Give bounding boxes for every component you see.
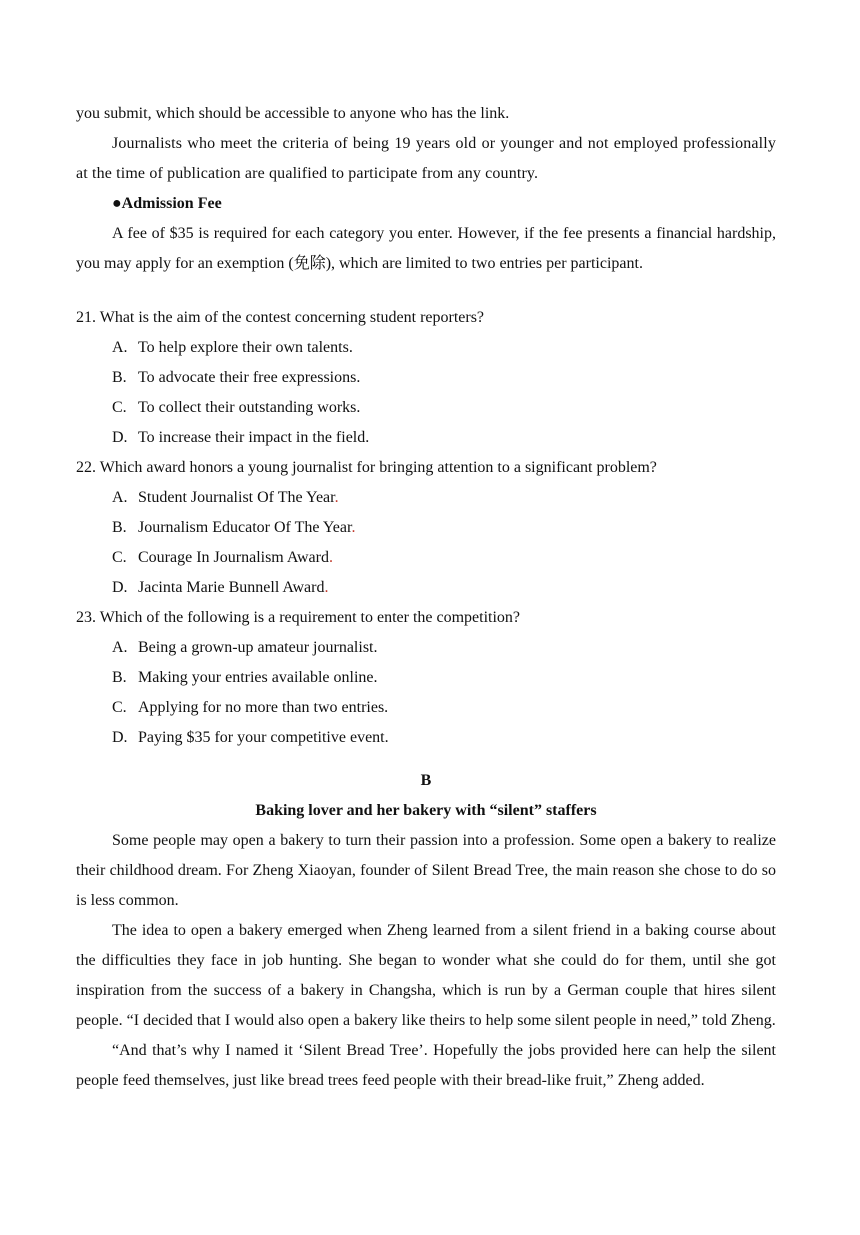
question-stem: 22. Which award honors a young journalist for bringing attention to a significant problem? bbox=[76, 459, 657, 476]
answer-option bbox=[112, 423, 776, 453]
option-text: Applying for no more than two entries. bbox=[138, 699, 389, 716]
question-block bbox=[76, 603, 776, 753]
answer-option bbox=[112, 333, 776, 363]
answer-option bbox=[112, 513, 776, 543]
option-period: . bbox=[328, 549, 333, 566]
option-letter: B. bbox=[112, 669, 127, 686]
answer-option bbox=[112, 543, 776, 573]
option-letter: C. bbox=[112, 549, 127, 566]
question-block bbox=[76, 453, 776, 603]
option-period: . bbox=[334, 489, 339, 506]
answer-option bbox=[112, 363, 776, 393]
option-letter: D. bbox=[112, 429, 128, 446]
option-text: Student Journalist Of The Year bbox=[138, 489, 335, 506]
section-letter: B bbox=[420, 772, 432, 789]
option-list bbox=[76, 333, 776, 453]
option-text: Making your entries available online. bbox=[138, 669, 378, 686]
option-list bbox=[76, 633, 776, 753]
passage-a-eligibility: Journalists who meet the criteria of being 19 years old or younger and not employed professionally at the time of publication are qualified to participate from any country. bbox=[76, 135, 776, 182]
option-letter: A. bbox=[112, 339, 128, 356]
option-text: Journalism Educator Of The Year bbox=[138, 519, 352, 536]
option-text: Paying $35 for your competitive event. bbox=[138, 729, 389, 746]
option-text: Being a grown-up amateur journalist. bbox=[138, 639, 378, 656]
answer-option bbox=[112, 483, 776, 513]
passage-b-paragraph: The idea to open a bakery emerged when Zheng learned from a silent friend in a baking course about the difficulties they face in job hunting. She began to wonder what she could do for them, until she got inspiration from the success of a bakery in Changsha, which is run by a German couple that hires silent people. “I decided that I would also open a bakery like theirs to help some silent people in need,” told Zheng. bbox=[76, 922, 776, 1029]
option-text: To help explore their own talents. bbox=[138, 339, 353, 356]
answer-option bbox=[112, 393, 776, 423]
answer-option bbox=[112, 693, 776, 723]
question-block bbox=[76, 303, 776, 453]
option-letter: B. bbox=[112, 519, 127, 536]
question-stem: 23. Which of the following is a requirement to enter the competition? bbox=[76, 609, 521, 626]
option-text: To collect their outstanding works. bbox=[138, 399, 361, 416]
option-letter: C. bbox=[112, 399, 127, 416]
passage-b-paragraph: Some people may open a bakery to turn their passion into a profession. Some open a bakery to realize their childhood dream. For Zheng Xiaoyan, founder of Silent Bread Tree, the main reason she chose to do so is less common. bbox=[76, 832, 776, 909]
option-text: To increase their impact in the field. bbox=[138, 429, 370, 446]
option-letter: A. bbox=[112, 639, 128, 656]
passage-b-paragraph: “And that’s why I named it ‘Silent Bread Tree’. Hopefully the jobs provided here can help the silent people feed themselves, just like bread trees feed people with their bread-like fruit,” Zheng added. bbox=[76, 1042, 776, 1089]
option-text: To advocate their free expressions. bbox=[138, 369, 361, 386]
option-letter: C. bbox=[112, 699, 127, 716]
passage-title: Baking lover and her bakery with “silent” staffers bbox=[255, 802, 597, 819]
option-period: . bbox=[351, 519, 356, 536]
option-letter: D. bbox=[112, 579, 128, 596]
option-period: . bbox=[324, 579, 329, 596]
document-page bbox=[76, 99, 776, 1096]
option-text: Courage In Journalism Award bbox=[138, 549, 329, 566]
question-stem: 21. What is the aim of the contest concerning student reporters? bbox=[76, 309, 485, 326]
option-letter: A. bbox=[112, 489, 128, 506]
spacer bbox=[76, 279, 776, 303]
option-letter: B. bbox=[112, 369, 127, 386]
answer-option bbox=[112, 573, 776, 603]
passage-a-fee-text: A fee of $35 is required for each category you enter. However, if the fee presents a financial hardship, you may apply for an exemption (免除), which are limited to two entries per participant. bbox=[76, 225, 776, 272]
option-letter: D. bbox=[112, 729, 128, 746]
passage-a-continuation: you submit, which should be accessible to anyone who has the link. bbox=[76, 105, 510, 122]
passage-b-body bbox=[76, 826, 776, 1096]
option-list bbox=[76, 483, 776, 603]
question-list bbox=[76, 303, 776, 753]
answer-option bbox=[112, 663, 776, 693]
option-text: Jacinta Marie Bunnell Award bbox=[138, 579, 325, 596]
admission-fee-heading: ●Admission Fee bbox=[112, 195, 222, 212]
answer-option bbox=[112, 633, 776, 663]
answer-option bbox=[112, 723, 776, 753]
